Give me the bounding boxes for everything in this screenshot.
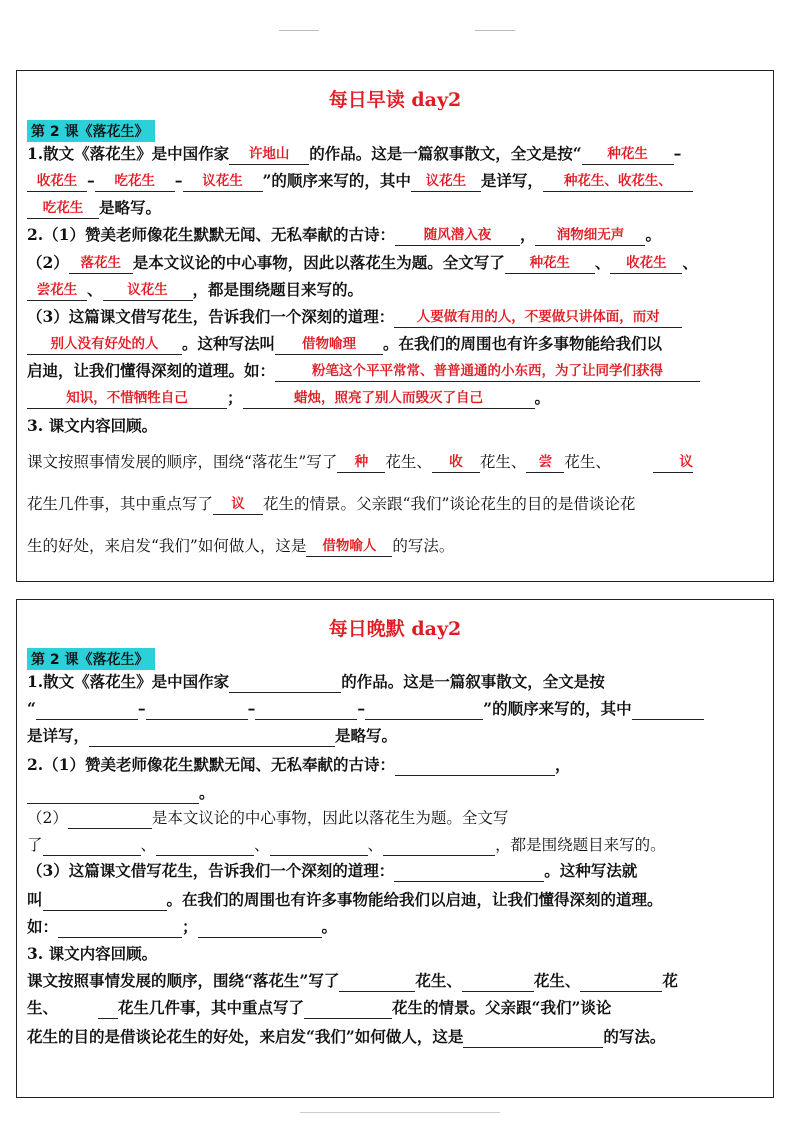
blank-order-3[interactable] bbox=[255, 699, 357, 720]
blank-detail[interactable] bbox=[632, 699, 704, 720]
answer-event-2: 收 bbox=[432, 452, 480, 473]
evening-dictation-panel bbox=[16, 599, 774, 1098]
answer-method: 借物喻理 bbox=[275, 334, 383, 355]
answer-event-1: 种 bbox=[337, 452, 385, 473]
blank-example-1[interactable] bbox=[58, 917, 182, 938]
answer-part-1: 种花生 bbox=[505, 253, 595, 274]
e-q3-line2: 生、 花生几件事，其中重点写了 花生的情景。父亲跟“我们”谈论 bbox=[27, 998, 612, 1017]
blank-method[interactable] bbox=[43, 890, 167, 911]
blank-writing-method[interactable] bbox=[463, 1027, 603, 1048]
morning-reading-panel bbox=[16, 70, 774, 582]
blank-poem-1[interactable] bbox=[395, 755, 555, 776]
top-rule-left bbox=[279, 30, 319, 31]
e-q2-3-line2: 叫 。在我们的周围也有许多事物能给我们以启迪，让我们懂得深刻的道理。 bbox=[27, 890, 663, 909]
answer-part-3: 尝花生 bbox=[27, 280, 87, 301]
blank-order-4[interactable] bbox=[365, 699, 483, 720]
answer-event-3: 尝 bbox=[526, 452, 564, 473]
e-q2-3-line1: （3）这篇课文借写花生，告诉我们一个深刻的道理： 。这种写法就 bbox=[27, 861, 638, 880]
answer-part-2: 收花生 bbox=[610, 253, 682, 274]
e-q2-1-line2: 。 bbox=[27, 782, 215, 804]
blank-poem-2[interactable] bbox=[27, 783, 199, 804]
blank-part-2[interactable] bbox=[156, 835, 254, 856]
lesson-tag: 第 2 课《落花生》 bbox=[27, 648, 155, 670]
blank-order-2[interactable] bbox=[146, 699, 248, 720]
answer-part-4: 议花生 bbox=[103, 280, 193, 301]
blank-author[interactable] bbox=[229, 672, 341, 693]
answer-poem-2: 润物细无声 bbox=[535, 225, 645, 246]
e-q1-line1: 1.散文《落花生》是中国作家 的作品。这是一篇叙事散文，全文是按 bbox=[27, 672, 605, 691]
answer-brief-1: 种花生、收花生、 bbox=[543, 171, 693, 192]
e-q3-heading: 3. 课文内容回顾。 bbox=[27, 944, 158, 963]
answer-writing-method: 借物喻人 bbox=[306, 536, 392, 557]
m-q3-line3: 生的好处，来启发“我们”如何做人，这是 借物喻人 的写法。 bbox=[27, 537, 455, 555]
m-q1-line3: 吃花生 是略写。 bbox=[27, 197, 161, 219]
e-q2-3-line3: 如： ； 。 bbox=[27, 917, 338, 936]
blank-part-4[interactable] bbox=[383, 835, 495, 856]
answer-detail: 议花生 bbox=[411, 171, 481, 192]
lesson-tag: 第 2 课《落花生》 bbox=[27, 120, 155, 142]
blank-truth[interactable] bbox=[394, 861, 544, 882]
m-q2-3-line1: （3）这篇课文借写花生，告诉我们一个深刻的道理： 人要做有用的人，不要做只讲体面，而对 bbox=[27, 306, 682, 328]
answer-example-2: 蜡烛，照亮了别人而毁灭了自己 bbox=[243, 388, 535, 409]
answer-poem-1: 随风潜入夜 bbox=[395, 225, 520, 246]
answer-example-1b: 知识，不惜牺牲自己 bbox=[27, 388, 227, 409]
top-rule-right bbox=[475, 30, 515, 31]
blank-example-2[interactable] bbox=[198, 917, 322, 938]
answer-example-1a: 粉笔这个平平常常、普普通通的小东西，为了让同学们获得 bbox=[275, 361, 700, 382]
blank-event-1[interactable] bbox=[339, 971, 415, 992]
evening-title: 每日晚默 day2 bbox=[328, 618, 462, 640]
answer-focus: 议 bbox=[213, 494, 263, 515]
m-q3-line1: 课文按照事情发展的顺序，围绕“落花生”写了 种 花生、 收 花生、 尝 花生、 议 bbox=[27, 453, 693, 471]
blank-part-3[interactable] bbox=[270, 835, 368, 856]
bottom-rule bbox=[300, 1112, 500, 1113]
m-q1-line1: 1.散文《落花生》是中国作家 许地山 的作品。这是一篇叙事散文，全文是按“ 种花生 – bbox=[27, 144, 682, 163]
m-q2-3-line3: 启迪，让我们懂得深刻的道理。如： 粉笔这个平平常常、普普通通的小东西，为了让同学们获得 bbox=[27, 360, 700, 382]
m-q2-1: 2.（1）赞美老师像花生默默无闻、无私奉献的古诗： 随风潜入夜 ， 润物细无声 。 bbox=[27, 225, 661, 244]
blank-center[interactable] bbox=[68, 808, 152, 829]
m-q2-2-line1: （2） 落花生 是本文议论的中心事物，因此以落花生为题。全文写了 种花生 、 收花生 、 bbox=[27, 253, 698, 272]
blank-event-3[interactable] bbox=[580, 971, 662, 992]
m-q1-line2: 收花生 – 吃花生 – 议花生 ”的顺序来写的，其中 议花生 是详写， 种花生、收花生、 bbox=[27, 170, 693, 192]
e-q2-1-line1: 2.（1）赞美老师像花生默默无闻、无私奉献的古诗： ， bbox=[27, 755, 571, 774]
answer-brief-2: 吃花生 bbox=[27, 198, 99, 219]
blank-part-1[interactable] bbox=[43, 835, 141, 856]
blank-event-2[interactable] bbox=[462, 971, 534, 992]
answer-center: 落花生 bbox=[69, 253, 133, 274]
e-q1-line2: “ – – – ”的顺序来写的，其中 bbox=[27, 698, 704, 720]
morning-title: 每日早读 day2 bbox=[328, 89, 462, 111]
m-q3-heading: 3. 课文内容回顾。 bbox=[27, 416, 158, 435]
answer-order-3: 吃花生 bbox=[95, 171, 175, 192]
answer-order-2: 收花生 bbox=[27, 171, 87, 192]
blank-brief[interactable] bbox=[89, 726, 335, 747]
e-q2-2-line1: （2） 是本文议论的中心事物，因此以落花生为题。全文写 bbox=[27, 809, 509, 827]
answer-truth-2: 别人没有好处的人 bbox=[27, 334, 182, 355]
answer-truth-1: 人要做有用的人，不要做只讲体面，而对 bbox=[394, 307, 682, 328]
m-q3-line2: 花生几件事，其中重点写了 议 花生的情景。父亲跟“我们”谈论花生的目的是借谈论花 bbox=[27, 495, 636, 513]
m-q2-3-line4: 知识，不惜牺牲自己 ； 蜡烛，照亮了别人而毁灭了自己 。 bbox=[27, 387, 550, 409]
blank-order-1[interactable] bbox=[36, 699, 138, 720]
answer-author: 许地山 bbox=[229, 144, 309, 165]
blank-focus[interactable] bbox=[304, 998, 392, 1019]
answer-order-4: 议花生 bbox=[183, 171, 263, 192]
e-q2-2-line2: 了 、 、 、 ，都是围绕题目来写的。 bbox=[27, 836, 666, 854]
e-q3-line3: 花生的目的是借谈论花生的好处，来启发“我们”如何做人，这是 的写法。 bbox=[27, 1027, 666, 1046]
m-q2-3-line2: 别人没有好处的人 。这种写法叫 借物喻理 。在我们的周围也有许多事物能给我们以 bbox=[27, 333, 662, 355]
m-q2-2-line2: 尝花生 、 议花生 ，都是围绕题目来写的。 bbox=[27, 279, 363, 301]
blank-event-4[interactable] bbox=[98, 998, 118, 1019]
answer-event-4: 议 bbox=[653, 452, 693, 473]
answer-order-1: 种花生 bbox=[582, 144, 674, 165]
e-q3-line1: 课文按照事情发展的顺序，围绕“落花生”写了 花生、 花生、 花 bbox=[27, 971, 678, 990]
e-q1-line3: 是详写， 是略写。 bbox=[27, 726, 398, 745]
